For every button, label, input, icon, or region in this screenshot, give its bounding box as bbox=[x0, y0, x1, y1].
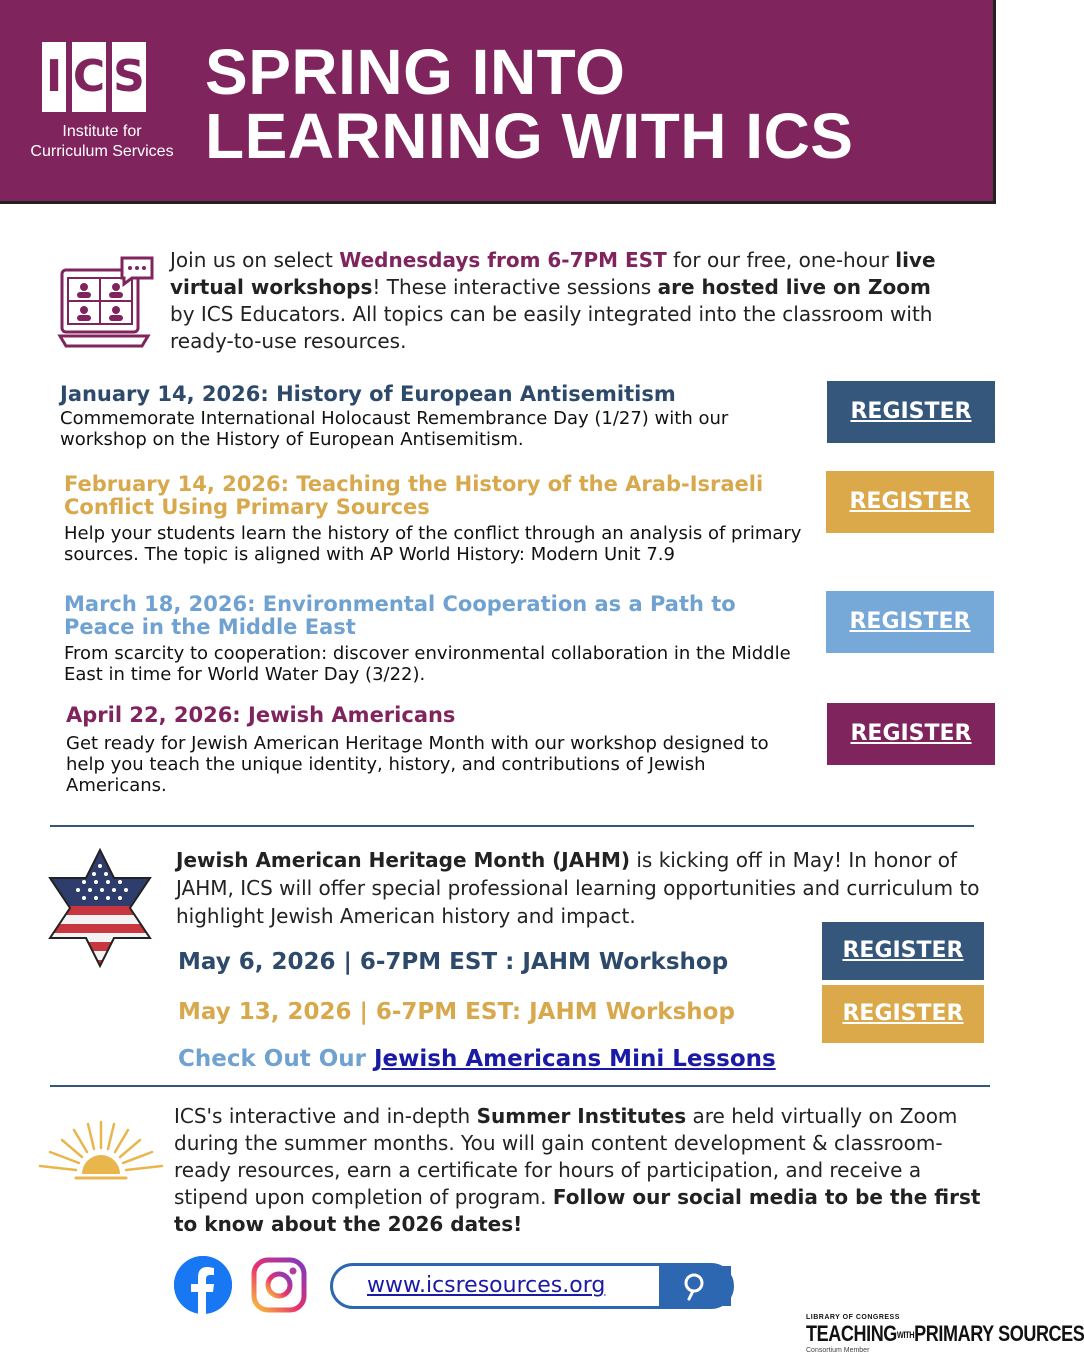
event-description: Commemorate International Holocaust Remembrance Day (1/27) with our workshop on the History of European Antisemitism. bbox=[60, 408, 729, 450]
register-button-february[interactable]: REGISTER bbox=[826, 471, 994, 533]
event-description: From scarcity to cooperation: discover environmental collaboration in the Middle East in time for World Water Day (3/22). bbox=[64, 643, 791, 685]
logo-letter-c: C bbox=[72, 42, 106, 112]
jahm-paragraph: Jewish American Heritage Month (JAHM) is kicking off in May! In honor of JAHM, ICS will offer special professional learning opportunities and curriculum to highlight Jewish American history and impact. bbox=[176, 848, 980, 928]
mini-lessons-link[interactable]: Jewish Americans Mini Lessons bbox=[374, 1046, 776, 1072]
mini-lessons-callout: Check Out Our Jewish Americans Mini Lessons bbox=[178, 1046, 776, 1072]
logo-letter-i: I bbox=[42, 42, 66, 112]
website-search-bar[interactable] bbox=[330, 1263, 734, 1309]
event-january bbox=[60, 383, 820, 450]
register-button-april[interactable]: REGISTER bbox=[827, 703, 995, 765]
sunrise-icon bbox=[36, 1118, 166, 1180]
page-title: SPRING INTO LEARNING WITH ICS bbox=[205, 36, 854, 172]
register-button-may-6[interactable]: REGISTER bbox=[822, 922, 984, 980]
american-flag-star-icon bbox=[44, 848, 156, 968]
ics-logo[interactable] bbox=[22, 38, 182, 162]
section-divider bbox=[50, 1085, 990, 1087]
event-february bbox=[64, 473, 824, 565]
virtual-meeting-icon bbox=[58, 256, 158, 352]
intro-paragraph: Join us on select Wednesdays from 6-7PM EST for our free, one-hour live virtual workshops! These interactive sessions are hosted live on Zoom by ICS Educators. All topics can be easily integrated into the classroom with ready-to-use resources. bbox=[170, 248, 936, 353]
ics-logo-mark bbox=[42, 38, 182, 116]
jahm-workshop-date-2: May 13, 2026 | 6-7PM EST: JAHM Workshop bbox=[178, 999, 735, 1025]
register-button-march[interactable]: REGISTER bbox=[826, 591, 994, 653]
event-description: Help your students learn the history of the conflict through an analysis of primary sources. The topic is aligned with AP World History: Modern Unit 7.9 bbox=[64, 523, 802, 565]
event-description: Get ready for Jewish American Heritage Month with our workshop designed to help you teach the unique identity, history, and contributions of Jewish Americans. bbox=[66, 733, 769, 796]
event-title: March 18, 2026: Environmental Cooperation as a Path to Peace in the Middle East bbox=[64, 592, 736, 639]
section-divider bbox=[50, 825, 974, 827]
teaching-with-primary-sources-logo: LIBRARY OF CONGRESS TEACHINGWITHPRIMARY SOURCES Consortium Member bbox=[806, 1314, 1084, 1355]
logo-letter-s: S bbox=[112, 42, 146, 112]
register-button-may-13[interactable]: REGISTER bbox=[822, 985, 984, 1043]
register-button-january[interactable]: REGISTER bbox=[827, 381, 995, 443]
search-icon bbox=[659, 1266, 731, 1306]
facebook-icon[interactable] bbox=[174, 1256, 232, 1314]
event-april bbox=[66, 704, 806, 796]
logo-subtitle: Institute for Curriculum Services bbox=[30, 123, 174, 160]
event-march bbox=[64, 593, 809, 685]
website-link[interactable]: www.icsresources.org bbox=[367, 1273, 606, 1298]
event-title: April 22, 2026: Jewish Americans bbox=[66, 703, 456, 727]
header-banner bbox=[0, 0, 996, 204]
instagram-icon[interactable] bbox=[250, 1256, 308, 1314]
jahm-workshop-date-1: May 6, 2026 | 6-7PM EST : JAHM Workshop bbox=[178, 949, 729, 975]
event-title: February 14, 2026: Teaching the History of the Arab-Israeli Conflict Using Primary Sources bbox=[64, 472, 764, 519]
summer-institutes-paragraph: ICS's interactive and in-depth Summer Institutes are held virtually on Zoom during the summer months. You will gain content development & classroom-ready resources, earn a certificate for hours of participation, and receive a stipend upon completion of program. Follow our social media to be the first to know about the 2026 dates! bbox=[174, 1104, 981, 1236]
event-title: January 14, 2026: History of European Antisemitism bbox=[60, 382, 676, 406]
search-button[interactable] bbox=[659, 1266, 731, 1306]
